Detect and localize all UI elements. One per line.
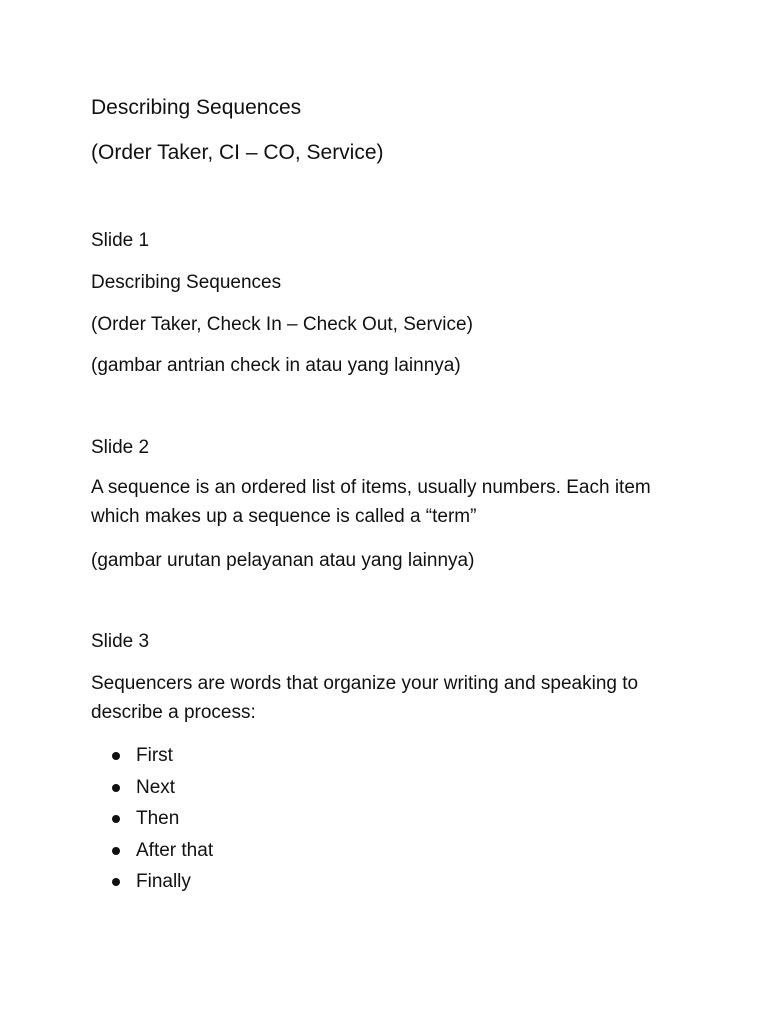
- list-item: After that: [91, 835, 213, 867]
- slide3-heading: Slide 3: [91, 631, 150, 652]
- slide1-line1: Describing Sequences: [91, 272, 282, 293]
- document-title: Describing Sequences: [91, 96, 302, 119]
- bullet-icon: [112, 752, 120, 760]
- sequencer-list: [91, 740, 213, 898]
- list-item: Finally: [91, 866, 213, 898]
- slide3-paragraph: Sequencers are words that organize your writing and speaking to describe a process:: [91, 673, 639, 723]
- slide2-heading: Slide 2: [91, 437, 150, 458]
- bullet-icon: [112, 847, 120, 855]
- bullet-icon: [112, 878, 120, 886]
- slide1-line3: (gambar antrian check in atau yang lainnya): [91, 355, 461, 376]
- bullet-icon: [112, 815, 120, 823]
- slide2-paragraph: A sequence is an ordered list of items, usually numbers. Each item which makes up a sequence is called a “term”: [91, 477, 651, 527]
- list-item: Next: [91, 772, 213, 804]
- bullet-icon: [112, 784, 120, 792]
- list-item: First: [91, 740, 213, 772]
- slide2-note: (gambar urutan pelayanan atau yang lainnya): [91, 550, 475, 571]
- slide1-line2: (Order Taker, Check In – Check Out, Service): [91, 314, 473, 335]
- slide1-heading: Slide 1: [91, 230, 150, 251]
- document-subtitle: (Order Taker, CI – CO, Service): [91, 141, 384, 164]
- list-item: Then: [91, 803, 213, 835]
